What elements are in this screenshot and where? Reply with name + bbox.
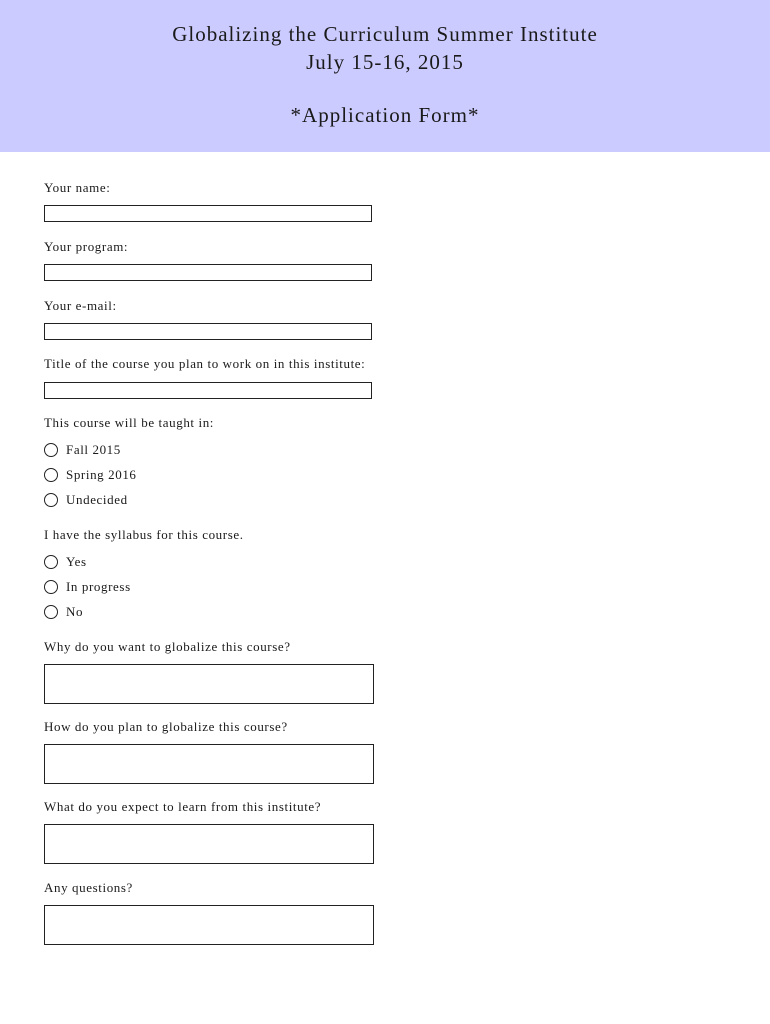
name-label: Your name: bbox=[44, 180, 111, 195]
event-dates: July 15-16, 2015 bbox=[306, 50, 464, 74]
why-textarea[interactable] bbox=[44, 664, 374, 704]
form-subtitle: *Application Form* bbox=[290, 103, 480, 127]
questions-textarea[interactable] bbox=[44, 905, 374, 945]
radio-label: Fall 2015 bbox=[66, 442, 121, 457]
expect-label: What do you expect to learn from this institute? bbox=[44, 799, 322, 814]
email-label: Your e-mail: bbox=[44, 298, 117, 313]
program-field[interactable] bbox=[44, 264, 372, 281]
course-title-field[interactable] bbox=[44, 382, 372, 399]
radio-label: Yes bbox=[66, 554, 87, 569]
radio-button[interactable] bbox=[44, 443, 58, 457]
email-field[interactable] bbox=[44, 323, 372, 340]
how-label: How do you plan to globalize this course? bbox=[44, 719, 288, 734]
radio-spring-2016[interactable] bbox=[44, 466, 137, 484]
radio-label: Spring 2016 bbox=[66, 467, 137, 482]
radio-label: In progress bbox=[66, 579, 131, 594]
why-label: Why do you want to globalize this course? bbox=[44, 639, 291, 654]
radio-button[interactable] bbox=[44, 493, 58, 507]
name-field[interactable] bbox=[44, 205, 372, 222]
expect-textarea[interactable] bbox=[44, 824, 374, 864]
radio-in-progress[interactable] bbox=[44, 578, 131, 596]
taught-label: This course will be taught in: bbox=[44, 415, 215, 430]
syllabus-label: I have the syllabus for this course. bbox=[44, 527, 244, 542]
radio-label: No bbox=[66, 604, 84, 619]
radio-button[interactable] bbox=[44, 580, 58, 594]
radio-button[interactable] bbox=[44, 605, 58, 619]
how-textarea[interactable] bbox=[44, 744, 374, 784]
radio-undecided[interactable] bbox=[44, 491, 128, 509]
radio-no[interactable] bbox=[44, 603, 83, 621]
radio-button[interactable] bbox=[44, 555, 58, 569]
program-label: Your program: bbox=[44, 239, 129, 254]
course-title-label: Title of the course you plan to work on in this institute: bbox=[44, 356, 366, 371]
radio-fall-2015[interactable] bbox=[44, 441, 121, 459]
page-title: Globalizing the Curriculum Summer Institute bbox=[172, 22, 598, 46]
radio-yes[interactable] bbox=[44, 553, 87, 571]
radio-button[interactable] bbox=[44, 468, 58, 482]
form-header bbox=[0, 0, 770, 152]
radio-label: Undecided bbox=[66, 492, 128, 507]
questions-label: Any questions? bbox=[44, 880, 133, 895]
